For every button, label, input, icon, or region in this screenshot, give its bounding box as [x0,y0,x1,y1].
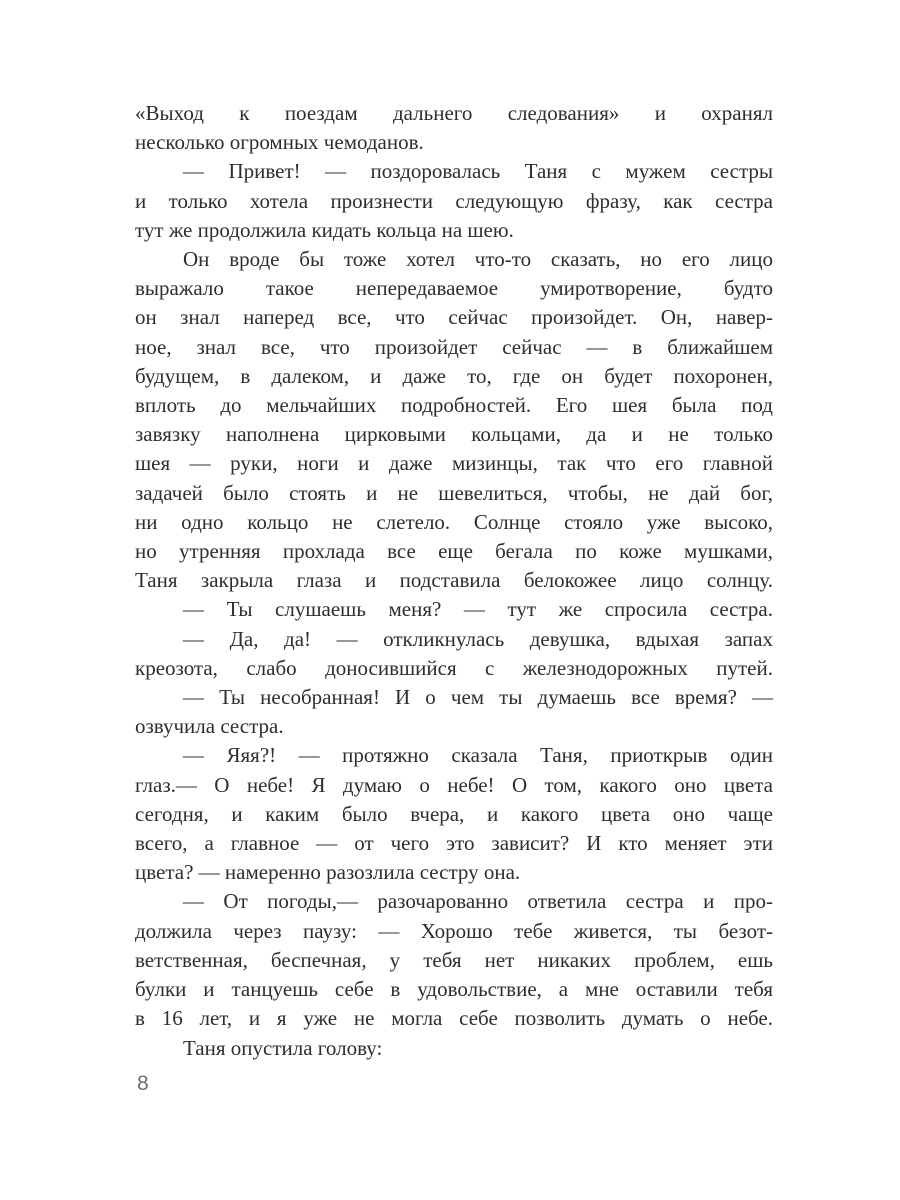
text-line: должила через паузу: — Хорошо тебе живется, ты безот- [135,918,773,943]
text-line: выражало такое непередаваемое умиротворение, будто [135,276,773,301]
text-line: ни одно кольцо не слетело. Солнце стояло уже высоко, [135,509,773,534]
text-line: в 16 лет, и я уже не могла себе позволить думать о небе. [135,1006,773,1031]
text-line: «Выход к поездам дальнего следования» и охранял [135,101,773,125]
paragraph [135,595,773,624]
paragraph [135,157,773,245]
text-line: несколько огромных чемоданов. [135,130,424,155]
text-line: — Ты слушаешь меня? — тут же спросила сестра. [183,597,773,622]
text-line: ное, знал все, что произойдет сейчас — в ближайшем [135,334,773,359]
paragraph [135,887,773,1033]
text-line: будущем, в далеком, и даже то, где он будет похоронен, [135,363,773,388]
paragraph [135,99,773,157]
paragraph [135,683,773,741]
text-line: — Ты несобранная! И о чем ты думаешь все время? — [183,685,773,710]
text-line: он знал наперед все, что сейчас произойдет. Он, навер- [135,305,773,330]
text-line: булки и танцуешь себе в удовольствие, а мне оставили тебя [135,977,773,1002]
text-line: — Да, да! — откликнулась девушка, вдыхая запах [183,626,773,651]
text-line: сегодня, и каким было вчера, и какого цвета оно чаще [135,801,773,826]
text-line: задачей было стоять и не шевелиться, чтобы, не дай бог, [135,480,773,505]
text-line: цвета? — намеренно разозлила сестру она. [135,860,521,885]
text-line: Таня закрыла глаза и подставила белокожее лицо солнцу. [135,568,773,593]
paragraph [135,741,773,887]
text-line: глаз.— О небе! Я думаю о небе! О том, какого оно цвета [135,772,773,797]
text-line: — От погоды,— разочарованно ответила сестра и про- [183,889,773,914]
page-number: 8 [137,1072,149,1095]
text-line: тут же продолжила кидать кольца на шею. [135,217,514,242]
paragraph [135,1034,773,1063]
paragraph [135,245,773,595]
text-line: — Привет! — поздоровалась Таня с мужем сестры [183,159,773,184]
text-line: креозота, слабо доносившийся с железнодорожных путей. [135,655,773,680]
text-line: и только хотела произнести следующую фразу, как сестра [135,188,773,213]
text-line: завязку наполнена цирковыми кольцами, да и не только [135,422,773,447]
paragraph [135,625,773,683]
text-line: — Яяя?! — протяжно сказала Таня, приоткрыв один [183,743,773,768]
text-line: Таня опустила голову: [183,1035,383,1060]
text-line: но утренняя прохлада все еще бегала по коже мушками, [135,539,773,564]
text-line: ветственная, беспечная, у тебя нет никаких проблем, ешь [135,947,773,972]
text-line: всего, а главное — от чего это зависит? И кто меняет эти [135,831,773,856]
text-line: вплоть до мельчайших подробностей. Его шея была под [135,393,773,418]
text-line: озвучила сестра. [135,714,284,739]
text-line: шея — руки, ноги и даже мизинцы, так что его главной [135,451,773,476]
page-text [135,99,773,1063]
text-line: Он вроде бы тоже хотел что-то сказать, но его лицо [183,247,773,272]
